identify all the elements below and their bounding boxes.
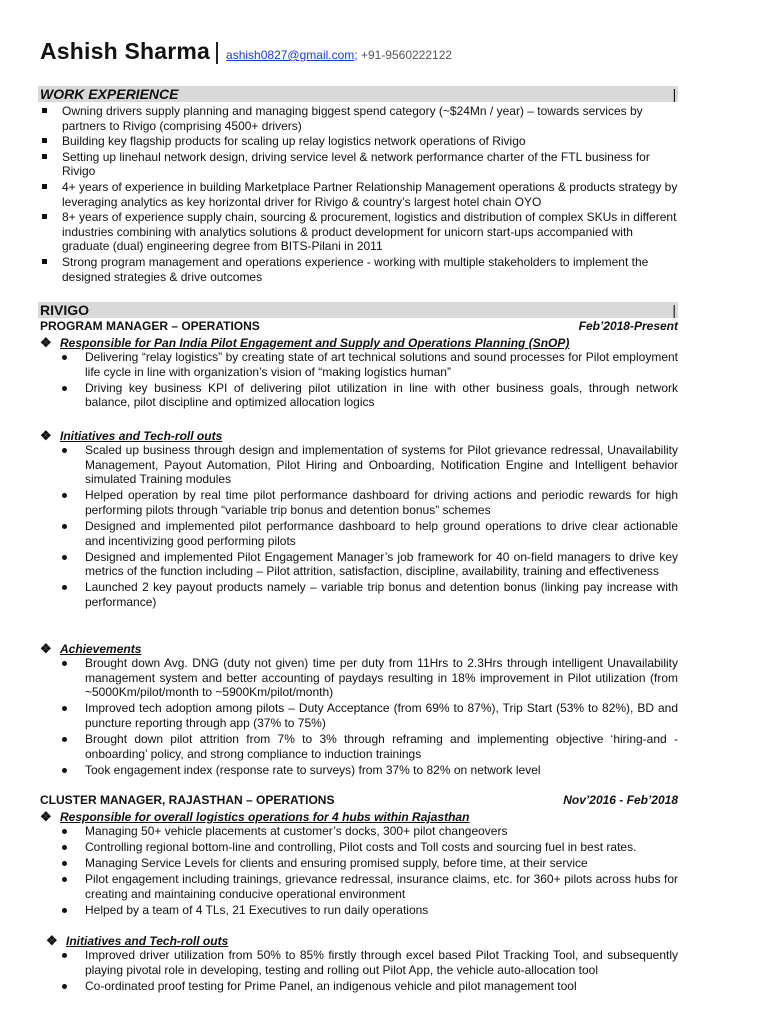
section-heading: ❖ Initiatives and Tech-roll outs [40,428,223,443]
heading-pipe: | [672,302,676,318]
list-item: Designed and implemented pilot performance dashboard to help ground operations to drive clear actionable and incentivizing good performing pilots [56,519,678,548]
list-item: Improved driver utilization from 50% to 85% firstly through excel based Pilot Tracking Tool, and subsequently playing pivotal role in developing, testing and rolling out Pilot App, the vehicle auto-allocation tool [56,948,678,977]
list-item: Delivering “relay logistics” by creating state of art technical solutions and sound processes for Pilot employment life cycle in line with organization’s vision of “making logistics human” [56,350,678,379]
diamond-bullet-icon: ❖ [40,809,52,824]
list-item: Helped operation by real time pilot performance dashboard for driving actions and periodic rewards for high performing pilots through “variable trip bonus and detention bonus” schemes [56,488,678,517]
section-heading: ❖ Achievements [40,641,142,656]
bullet-list [56,656,678,779]
section-heading: ❖ Initiatives and Tech-roll outs [46,933,229,948]
list-item: Designed and implemented Pilot Engagement Manager’s job framework for 40 on-field managers to drive key metrics of the function including – Pilot attrition, satisfaction, discipline, availability, training and effectiveness [56,550,678,579]
list-item: Brought down pilot attrition from 7% to 3% through reframing and implementing objective ‘hiring-and - onboarding’ policy, and strong compliance to induction trainings [56,732,678,761]
role-cluster-manager [40,793,678,807]
rivigo-heading [38,302,678,318]
role-date: Nov’2016 - Feb’2018 [563,793,678,807]
list-item: Managing 50+ vehicle placements at customer’s docks, 300+ pilot changeovers [56,824,678,839]
heading-pipe: | [672,86,676,102]
email-link[interactable]: ashish0827@gmail.com [226,48,355,62]
role-title: PROGRAM MANAGER – OPERATIONS [40,319,260,333]
list-item: Managing Service Levels for clients and ensuring promised supply, before time, at their service [56,856,678,871]
phone-number: +91-9560222122 [357,48,453,62]
section-heading: ❖ Responsible for overall logistics operations for 4 hubs within Rajasthan [40,809,470,824]
diamond-bullet-icon: ❖ [46,933,58,948]
work-experience-heading [38,86,678,102]
list-item: Driving key business KPI of delivering pilot utilization in line with other business goals, through network balance, pilot discipline and optimized allocation logics [56,381,678,410]
diamond-bullet-icon: ❖ [40,335,52,350]
company-title: RIVIGO [40,302,90,318]
bullet-list [56,824,678,919]
diamond-bullet-icon: ❖ [40,428,52,443]
role-date: Feb’2018-Present [578,319,678,333]
candidate-name: Ashish Sharma [40,38,211,64]
work-experience-title: WORK EXPERIENCE [40,86,179,102]
list-item: 4+ years of experience in building Marketplace Partner Relationship Management operations & products strategy by leveraging analytics as key horizontal driver for Rivigo & country’s largest hotel chain OYO [40,180,680,209]
resume-header [40,38,452,65]
bullet-list [56,948,678,995]
header-semicolon: ; [354,48,358,62]
list-item: Improved tech adoption among pilots – Duty Acceptance (from 69% to 87%), Trip Start (53% to 82%), BD and puncture reporting through app (37% to 75%) [56,701,678,730]
role-program-manager [40,319,678,333]
header-separator: | [214,38,221,64]
bullet-list [56,443,678,611]
diamond-bullet-icon: ❖ [40,641,52,656]
list-item: Helped by a team of 4 TLs, 21 Executives to run daily operations [56,903,678,918]
role-title: CLUSTER MANAGER, RAJASTHAN – OPERATIONS [40,793,335,807]
list-item: Strong program management and operations experience - working with multiple stakeholders to implement the designed strategies & drive outcomes [40,255,680,284]
list-item: Building key flagship products for scaling up relay logistics network operations of Rivigo [40,134,680,149]
list-item: Controlling regional bottom-line and controlling, Pilot costs and Toll costs and sourcing fuel in best rates. [56,840,678,855]
list-item: Setting up linehaul network design, driving service level & network performance charter of the FTL business for Rivigo [40,150,680,179]
list-item: Owning drivers supply planning and managing biggest spend category (~$24Mn / year) – towards services by partners to Rivigo (comprising 4500+ drivers) [40,104,680,133]
list-item: Launched 2 key payout products namely – variable trip bonus and detention bonus (linking pay increase with performance) [56,580,678,609]
bullet-list [56,350,678,411]
list-item: Brought down Avg. DNG (duty not given) time per duty from 11Hrs to 2.3Hrs through intelligent Unavailability management system and better accounting of paydays resulting in 18% improvement in Pilot utilization (from ~5000Km/pilot/month to ~5900Km/pilot/month) [56,656,678,700]
list-item: Pilot engagement including trainings, grievance redressal, insurance claims, etc. for 360+ pilots across hubs for creating and maintaining conducive operational environment [56,872,678,901]
list-item: Scaled up business through design and implementation of systems for Pilot grievance redressal, Unavailability Management, Payout Automation, Pilot Hiring and Onboarding, Notification Engine and Intelligent behavior simulated Training modules [56,443,678,487]
list-item: 8+ years of experience supply chain, sourcing & procurement, logistics and distribution of complex SKUs in different industries combining with analytics solutions & product development for unicorn start-ups accompanied with graduate (dual) engineering degree from BITS-Pilani in 2011 [40,210,680,254]
section-heading: ❖ Responsible for Pan India Pilot Engagement and Supply and Operations Planning (SnOP) [40,335,570,350]
work-experience-list [40,104,680,285]
list-item: Co-ordinated proof testing for Prime Panel, an indigenous vehicle and pilot management tool [56,979,678,994]
list-item: Took engagement index (response rate to surveys) from 37% to 82% on network level [56,763,678,778]
